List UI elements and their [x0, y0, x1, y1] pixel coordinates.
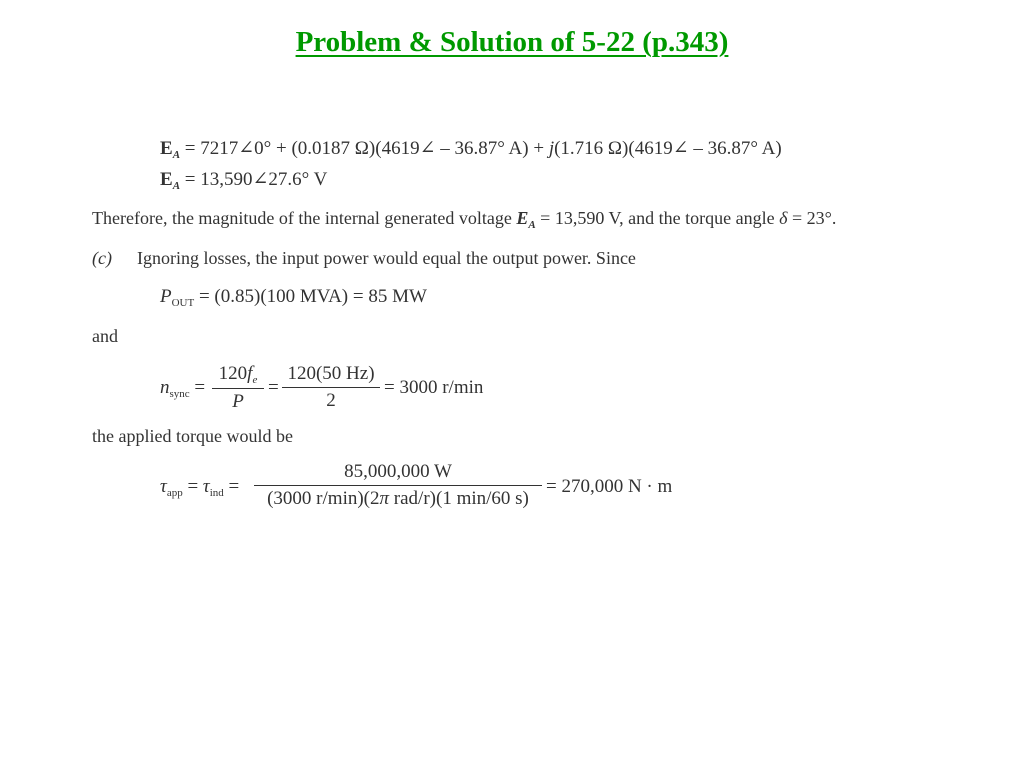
eq1-rhs2: (1.716 Ω)(4619∠ – 36.87° A) [554, 138, 782, 159]
fraction-bar [212, 388, 264, 389]
nsync-fraction-2-numerator: 120(50 Hz) [287, 363, 375, 384]
ea-subscript: A [172, 149, 181, 161]
nsync-result: = 3000 r/min [384, 377, 484, 398]
tau-app-subscript: app [166, 487, 183, 499]
nsync-fraction-2-denominator: 2 [326, 390, 336, 411]
eq2-rhs: = 13,590∠27.6° V [180, 169, 328, 190]
fraction-bar [282, 387, 380, 388]
therefore-paragraph [92, 208, 836, 231]
nsync-subscript: sync [169, 388, 190, 400]
page-title: Problem & Solution of 5-22 (p.343) [295, 26, 729, 58]
nsync-lhs [160, 377, 205, 400]
ea-subscript: A [172, 180, 181, 192]
torque-denominator [254, 488, 542, 510]
therefore-text-3: = 23°. [787, 208, 837, 228]
eq1-rhs: = 7217∠0° + (0.0187 Ω)(4619∠ – 36.87° A) + [180, 138, 549, 159]
nsync-equals-mid: = [268, 377, 279, 398]
part-c-label: (c) [92, 248, 112, 268]
nsync-fraction-1 [212, 363, 264, 413]
torque-den-part-a: (3000 r/min)(2 [267, 488, 380, 509]
torque-equals-2: = [223, 476, 240, 497]
equation-ea-result [160, 168, 327, 192]
torque-numerator: 85,000,000 W [344, 461, 452, 482]
nsync-num-sub: e [252, 374, 258, 386]
ea-symbol: E [160, 169, 173, 190]
tau-ind-symbol: τ [202, 476, 210, 497]
equation-ea-expansion [160, 137, 782, 161]
part-c-text: Ignoring losses, the input power would equal the output power. Since [137, 248, 636, 268]
nsync-symbol: n [160, 377, 170, 398]
ea-variable: E [516, 208, 529, 228]
pout-subscript: OUT [171, 297, 195, 309]
torque-lhs [160, 476, 239, 499]
nsync-fraction-1-numerator [212, 363, 264, 386]
nsync-num-coef: 120 [218, 363, 248, 384]
applied-torque-text: the applied torque would be [92, 426, 293, 446]
torque-equals-1: = [182, 476, 203, 497]
part-c-text-line [137, 248, 636, 269]
tau-ind-subscript: ind [209, 487, 224, 499]
fraction-bar [254, 485, 542, 486]
ea-symbol: E [160, 138, 173, 159]
pout-rhs: = (0.85)(100 MVA) = 85 MW [194, 286, 427, 307]
therefore-text-2: = 13,590 V, and the torque angle [535, 208, 780, 228]
torque-fraction [254, 461, 542, 510]
torque-den-part-b: rad/r)(1 min/60 s) [389, 488, 529, 509]
nsync-num-f: f [247, 363, 253, 384]
torque-result: = 270,000 N · m [546, 476, 673, 497]
ea-variable-subscript: A [528, 219, 536, 231]
therefore-text-1: Therefore, the magnitude of the internal generated voltage [92, 208, 517, 228]
pout-symbol: P [160, 286, 172, 307]
tau-app-symbol: τ [160, 476, 167, 497]
delta-symbol: δ [779, 208, 788, 228]
imaginary-j: j [548, 138, 555, 159]
nsync-fraction-1-denominator: P [232, 391, 244, 412]
and-text: and [92, 326, 118, 346]
equation-pout [160, 286, 427, 309]
nsync-fraction-2 [282, 363, 380, 412]
pi-symbol: π [379, 488, 390, 509]
nsync-equals: = [189, 377, 206, 398]
part-c-paragraph [92, 248, 112, 269]
